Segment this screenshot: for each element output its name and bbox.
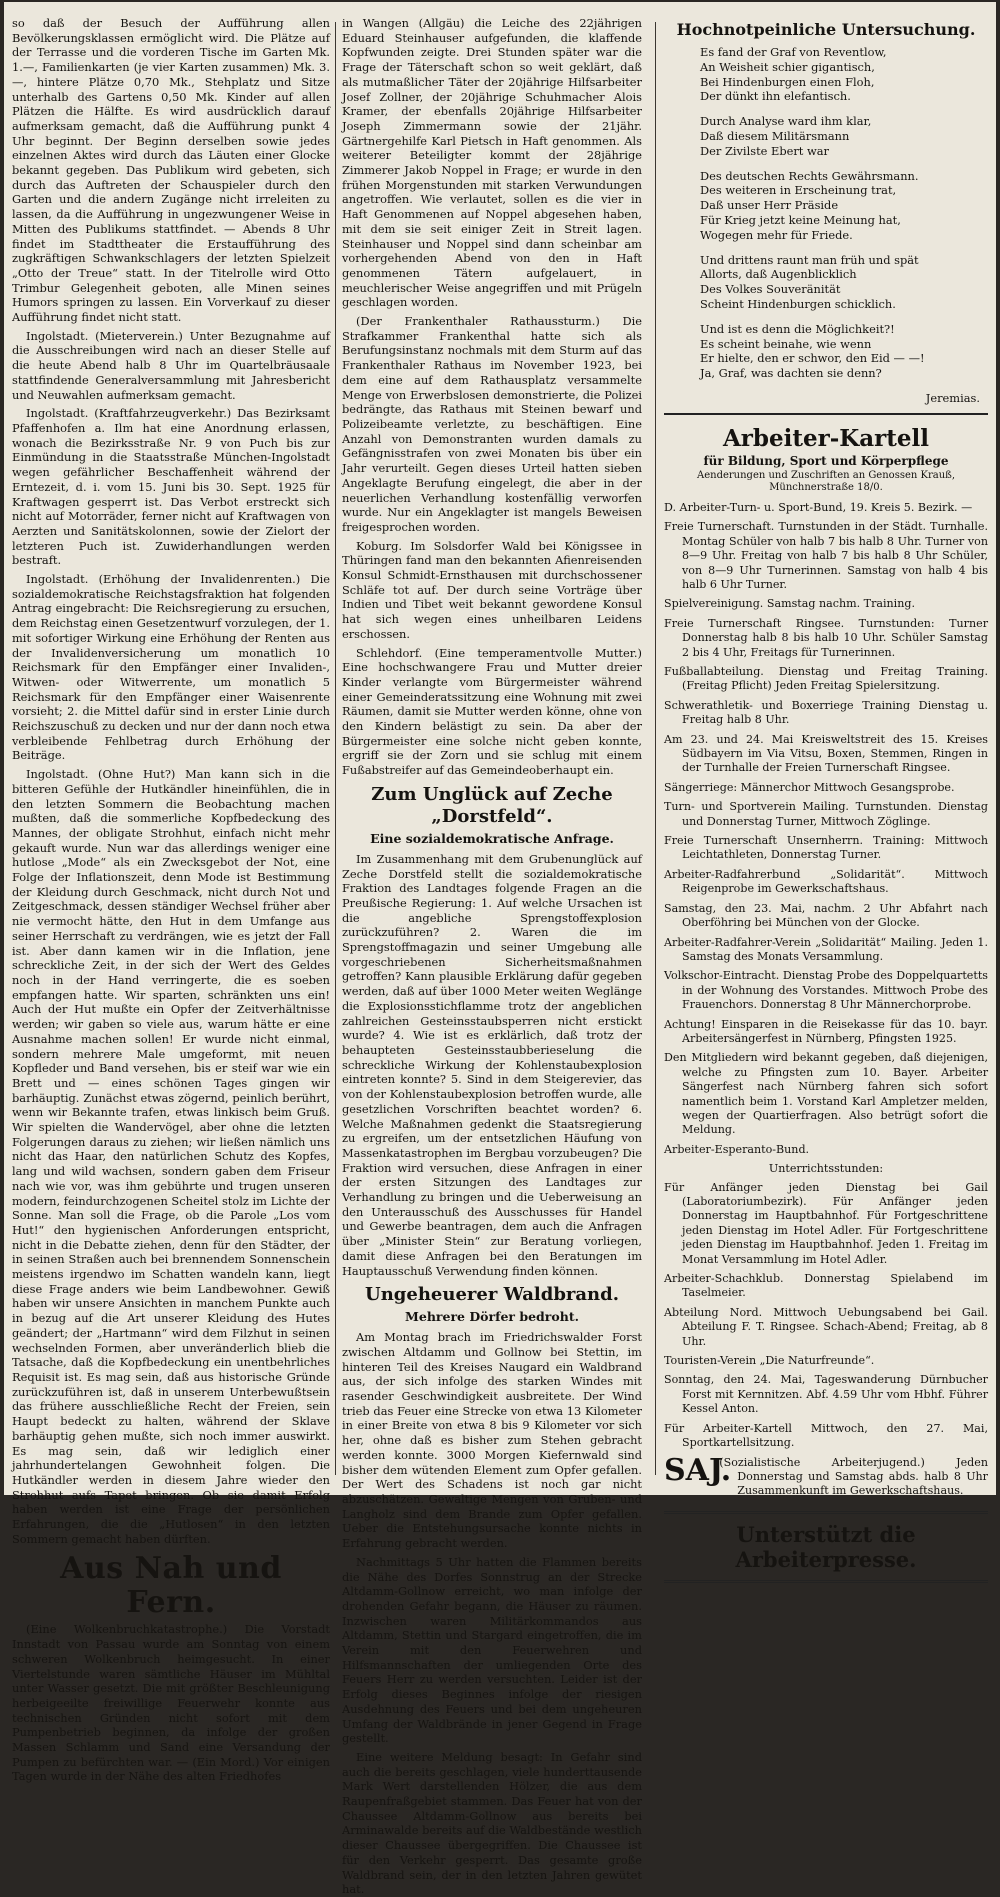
- poem-line: Allorts, daß Augenblicklich: [700, 267, 857, 282]
- kartell-entry: Sonntag, den 24. Mai, Tageswanderung Dürnbucher Forst mit Kernnitzen. Abf. 4.59 Uhr vom Hbhf. Führer Kessel Anton.: [664, 1373, 988, 1416]
- festival-paragraph: so daß der Besuch der Aufführung allen Bevölkerungsklassen ermöglicht wird. Die Plätze auf der Terrasse und die vorderen Tische im Garten Mk. 1.—, Familienkarten (je vier Karten zusammen) Mk. 3.—, hintere Plätze 0,70 Mk., Stehplatz und Sitze unterhalb des Gartens 0,50 Mk. Kinder auf allen Plätzen die Hälfte. Es wird ausdrücklich darauf aufmerksam gemacht, daß die Aufführung punkt 4 Uhr beginnt. Der Beginn derselben sowie jedes einzelnen Aktes wird durch das Läuten einer Glocke bekannt gegeben. Das Publikum wird gebeten, sich durch das Auftreten der Schauspieler durch den Garten und die andern Zugänge nicht irreleiten zu lassen, da die Aufführung in ungezwungener Weise in Mitten des Publikums stattfindet. — Abends 8 Uhr findet im Stadttheater die Erstaufführung des zugkräftigen Schwankschlagers der letzten Spielzeit „Otto der Treue“ statt. In der Titelrolle wird Otto Trimbur Gelegenheit geboten, alle Minen seines Humors springen zu lassen. Ein Vorverkauf zu dieser Aufführung findet nicht statt.: [12, 16, 330, 325]
- kartell-subheading: Unterrichtsstunden:: [768, 1162, 884, 1176]
- kartell-entry: Sängerriege: Männerchor Mittwoch Gesangsprobe.: [664, 780, 955, 794]
- kartell-entry: Freie Turnerschaft Unsernherrn. Training: Mittwoch Leichtathleten, Donnerstag Turner.: [664, 834, 988, 862]
- kartell-entry: Turn- und Sportverein Mailing. Turnstunden. Dienstag und Donnerstag Turner, Mittwoch Zöglinge.: [664, 800, 988, 828]
- kartell-entry: Spielvereinigung. Samstag nachm. Training.: [664, 597, 915, 611]
- article-wangen: in Wangen (Allgäu) die Leiche des 22jährigen Eduard Steinhauser aufgefunden, die klaffende Kopfwunden zeigte. Drei Stunden später war die Frage der Täterschaft schon so weit geklärt, daß als mutmaßlicher Täter der 20jährige Hilfsarbeiter Josef Zollner, der 20jährige Schuhmacher Alois Kramer, der ebenfalls 20jährige Hilfsarbeiter Joseph Zimmermann sowie der 21jähr. Gärtnergehilfe Karl Pietsch in Haft genommen. Als weiterer Beteiligter kommt der 28jährige Zimmerer Jakob Noppel in Frage; er wurde in den frühen Morgenstunden mit starken Verwundungen angetroffen. Wie verlautet, sollen es die vier in Haft Genommenen auf Noppel abgesehen haben, mit dem sie seit einiger Zeit in Streit lagen. Steinhauser und Noppel sind dann scheinbar am vorhergehenden Abend von den in Haft genommenen Tätern aufgelauert, in meuchlerischer Weise angegriffen und mit Prügeln geschlagen worden.: [342, 16, 642, 310]
- article-zeche-dorstfeld: Im Zusammenhang mit dem Grubenunglück auf Zeche Dorstfeld stellt die sozialdemokratische Fraktion des Landtages folgende Fragen an die Preußische Regierung: 1. Auf welche Ursachen ist die angebliche Sprengstoffexplosion zurückzuführen? 2. Waren die im Sprengstoffmagazin und seiner Umgebung alle vorgeschriebenen Sicherheitsmaßnahmen getroffen? Kann plausible Erklärung dafür gegeben werden, daß auf über 1000 Meter weiten Weglänge die Explosionsstichflamme trotz der angeblichen zahlreichen Gesteinsstaubsperren nicht erstickt wurde? 4. Wie ist es erklärlich, daß trotz der behaupteten Gesteinsstaubberieselung die schreckliche Wirkung der Kohlenstaubexplosion eintreten konnte? 5. Sind in dem Steigerevier, das von der Kohlenstaubexplosion betroffen wurde, alle gesetzlichen Vorschriften beachtet worden? 6. Welche Maßnahmen gedenkt die Staatsregierung zu ergreifen, um der entsetzlichen Häufung von Massenkatastrophen im Bergbau vorzubeugen? Die Fraktion wird versuchen, diese Anfragen in einer der ersten Sitzungen des Landtages zur Verhandlung zu bringen und die Ueberweisung an den Unterausschuß des Ausschusses für Handel und Gewerbe beantragen, dem auch die Anfragen über „Minister Stein“ zur Beratung vorliegen, damit diese Anfragen bei den Beratungen im Hauptausschuß Verwendung finden können.: [342, 851, 642, 1278]
- kartell-note: Aenderungen und Zuschriften an Genossen Krauß, Münchnerstraße 18/0.: [696, 469, 956, 494]
- poem-line: Durch Analyse ward ihm klar,: [700, 114, 872, 129]
- kartell-entry: Den Mitgliedern wird bekannt gegeben, daß diejenigen, welche zu Pfingsten zum 10. Bayer. Arbeiter Sängerfest nach Nürnberg fahren sich sofort namentlich beim 1. Vorstand Karl Ampletzer melden, wegen der Quartierfragen. Also betrügt sofort die Meldung.: [664, 1051, 988, 1137]
- kartell-entry: Für Anfänger jeden Dienstag bei Gail (Laboratoriumbezirk). Für Anfänger jeden Donnerstag im Hauptbahnhof. Für Fortgeschrittene jeden Dienstag im Hotel Adler. Für Fortgeschrittene jeden Dienstag im Hauptbahnhof. Jeden 1. Freitag im Monat Versammlung im Hotel Adler.: [664, 1180, 988, 1266]
- kartell-entry: Arbeiter-Schachklub. Donnerstag Spielabend im Taselmeier.: [664, 1272, 988, 1300]
- poem-line: Bei Hindenburgen einen Floh,: [700, 74, 875, 89]
- column-divider: [655, 22, 656, 1475]
- article-frankenthal: (Der Frankenthaler Rathaussturm.) Die Strafkammer Frankenthal hatte sich als Berufungsinstanz nochmals mit dem Sturm auf das Frankenthaler Rathaus im November 1923, bei dem eine auf dem Rathausplatz versammelte Menge von Erwerbslosen demonstrierte, die Polizei bedrängte, das Rathaus mit Steinen bewarf und Polizeibeamte verletzte, zu beschäftigen. Eine Anzahl von Demonstranten wurden damals zu Gefängnisstrafen von zwei Monaten bis über ein Jahr verurteilt. Gegen dieses Urteil hatten sieben Angeklagte Berufung eingelegt, die aber in der neuerlichen Verhandlung kostenfällig verworfen wurde. Nur ein Angeklagter ist mangels Beweisen freigesprochen worden.: [342, 314, 642, 534]
- column-left: [12, 16, 330, 1784]
- article-kraftfahrzeugverkehr: Ingolstadt. (Kraftfahrzeugverkehr.) Das Bezirksamt Pfaffenhofen a. Ilm hat eine Anordnung erlassen, wonach die Bezirksstraße Nr. 9 von Puch bis zur Einmündung in die Staatsstraße München-Ingolstadt wegen gefährlicher Beschaffenheit während der Erntezeit, d. i. vom 15. Juni bis 30. Sept. 1925 für Kraftwagen gesperrt ist. Das Verbot erstreckt sich nicht auf Motorräder, ferner nicht auf Kraftwagen von Aerzten und Sanitätskolonnen, sowie der Zielort der letzteren Puch ist. Zuwiderhandlungen werden bestraft.: [12, 406, 330, 568]
- newspaper-page: [4, 2, 996, 1897]
- poem-stanza: [700, 322, 988, 381]
- poem-stanza: [700, 253, 988, 312]
- poem-line: Der dünkt ihn elefantisch.: [700, 89, 851, 104]
- kartell-entry: Samstag, den 23. Mai, nachm. 2 Uhr Abfahrt nach Oberföhring bei München von der Glocke.: [664, 901, 988, 930]
- kartell-entry: Achtung! Einsparen in die Reisekasse für das 10. bayr. Arbeitersängerfest in Nürnberg, Pfingsten 1925.: [664, 1017, 988, 1045]
- section-divider: [664, 413, 988, 415]
- kartell-entry: Volkschor-Eintracht. Dienstag Probe des Doppelquartetts in der Wohnung des Vorstandes. Mittwoch Probe des Frauenchors. Donnerstag 8 Uhr Männerchorprobe.: [664, 969, 988, 1012]
- kartell-entry: Arbeiter-Esperanto-Bund.: [664, 1142, 810, 1156]
- subheadline-doerfer: Mehrere Dörfer bedroht.: [405, 1309, 579, 1325]
- poem-line: Des weiteren in Erscheinung trat,: [700, 183, 897, 198]
- poem-line: Des Volkes Souveränität: [700, 282, 841, 297]
- column-right: [664, 16, 988, 1572]
- kartell-entry: Touristen-Verein „Die Naturfreunde“.: [664, 1354, 875, 1368]
- poem-line: Des deutschen Rechts Gewährsmann.: [700, 168, 919, 183]
- poem-line: Und drittens raunt man früh und spät: [700, 252, 919, 267]
- poem-line: Es scheint beinahe, wie wenn: [700, 336, 872, 351]
- kartell-entry: Schwerathletik- und Boxerriege Training Dienstag u. Freitag halb 8 Uhr.: [664, 698, 988, 727]
- poem-title: Hochnotpeinliche Untersuchung.: [676, 20, 976, 39]
- poem-line: An Weisheit schier gigantisch,: [700, 59, 875, 74]
- poem-line: Und ist es denn die Möglichkeit?!: [700, 321, 895, 336]
- kartell-entry: Fußballabteilung. Dienstag und Freitag Training. (Freitag Pflicht) Jeden Freitag Spielersitzung.: [664, 665, 988, 693]
- poem-stanza: [700, 114, 988, 158]
- poem-line: Scheint Hindenburgen schicklich.: [700, 296, 896, 311]
- kartell-entry-saj: [664, 1452, 988, 1499]
- kartell-entry: Freie Turnerschaft. Turnstunden in der Städt. Turnhalle. Montag Schüler von halb 7 bis halb 8 Uhr. Turner von 8—9 Uhr. Freitag von halb 7 bis halb 8 Uhr Schüler, von 8—9 Uhr Turnerinnen. Samstag von halb 4 bis halb 6 Uhr Turner.: [664, 520, 988, 591]
- column-middle: [342, 16, 642, 1897]
- headline-zeche-dorstfeld: Zum Unglück auf Zeche „Dorstfeld“.: [371, 783, 613, 827]
- poem-line: Daß unser Herr Präside: [700, 198, 839, 213]
- subheadline-anfrage: Eine sozialdemokratische Anfrage.: [370, 830, 614, 846]
- article-mieterverein: Ingolstadt. (Mieterverein.) Unter Bezugnahme auf die Ausschreibungen wird nach an dieser Stelle auf die heute Abend halb 8 Uhr im Quartelbräusaale stattfindende Generalversammlung mit Jahresbericht und Neuwahlen aufmerksam gemacht.: [12, 328, 330, 402]
- article-invalidenrenten: Ingolstadt. (Erhöhung der Invalidenrenten.) Die sozialdemokratische Reichstagsfraktion hat folgenden Antrag eingebracht: Die Reichsregierung zu ersuchen, dem Reichstag einen Gesetzentwurf vorzulegen, der 1. mit sofortiger Wirkung eine Erhöhung der Renten aus der Invalidenversicherung um monatlich 10 Reichsmark für den Empfänger einer Invaliden-, Witwen- oder Witwerrente, um monatlich 5 Reichsmark für den Empfänger einer Waisenrente vorsieht; 2. die Mittel dafür sind in erster Linie durch Reichszuschuß zu decken und nur der dann noch etwa verbleibende Fehlbetrag durch Erhöhung der Beiträge.: [12, 572, 330, 763]
- poem-signature: Jeremias.: [925, 390, 980, 405]
- article-koburg: Koburg. Im Solsdorfer Wald bei Königssee in Thüringen fand man den bekannten Afienreisenden Konsul Schmidt-Ernsthausen mit durchschossener Schläfe tot auf. Der durch seine Vorträge über Indien und Tibet weit bekannt gewordene Konsul hat sich wegen eines unheilbaren Leidens erschossen.: [342, 538, 642, 641]
- section-title-aus-nah-und-fern: Aus Nah und Fern.: [60, 1551, 282, 1621]
- poem-line: Ja, Graf, was dachten sie denn?: [700, 366, 882, 381]
- banner-arbeiterpresse: Unterstützt die Arbeiterpresse.: [664, 1511, 988, 1583]
- saj-mark: SAJ.: [664, 1452, 732, 1488]
- kartell-subtitle: für Bildung, Sport und Körperpflege: [703, 453, 949, 468]
- kartell-entry: Freie Turnerschaft Ringsee. Turnstunden: Turner Donnerstag halb 8 bis halb 10 Uhr. Schüler Samstag 2 bis 4 Uhr, Freitags für Turnerinnen.: [664, 616, 988, 659]
- kartell-entry: Am 23. und 24. Mai Kreisweltstreit des 15. Kreises Südbayern im Via Vitsu, Boxen, Stemmen, Ringen in der Turnhalle der Freien Turnerschaft Ringsee.: [664, 732, 988, 775]
- poem-line: Er hielte, den er schwor, den Eid — —!: [700, 351, 925, 366]
- article-schlehdorf: Schlehdorf. (Eine temperamentvolle Mutter.) Eine hochschwangere Frau und Mutter dreier Kinder verlangte vom Bürgermeister während einer Gemeinderatssitzung eine Wohnung mit zwei Räumen, damit sie Mutter werden könne, ohne von den Kindern belästigt zu sein. Da aber der Bürgermeister eine solche nicht geben konnte, ergriff sie der Zorn und sie schlug mit einem Fußabstreifer auf das Gemeindeoberhaupt ein.: [342, 645, 642, 778]
- column-divider: [335, 22, 336, 1475]
- article-ohne-hut: Ingolstadt. (Ohne Hut?) Man kann sich in die bitteren Gefühle der Hutkändler hineinfühlen, die in den letzten Sommern die Beobachtung machen mußten, daß die sommerliche Kopfbedeckung des Mannes, der obligate Strohhut, einfach nicht mehr gekauft wurde. Nun war das allerdings weniger eine hutlose „Mode“ als ein Zwecksgebot der Not, eine Folge der Inflationszeit, denn Mode ist Bestimmung der Kleidung durch Geschmack, nicht durch Not und Zeitgeschmack, dessen ständiger Wechsel früher aber nie vermocht hätte, den Hut in dem Umfange aus seiner Herrschaft zu verdrängen, wie es jetzt der Fall ist. Aber dann kamen wir in die Inflation, jene schreckliche Zeit, in der sich der Wert des Geldes noch in der Hand verringerte, die es soeben empfangen hatte. Wir sparten, schränkten uns ein! Auch der Hut mußte ein Opfer der Zeitverhältnisse werden; wir gaben so viele aus, warum hätte er eine Ausnahme machen sollen! Er wurde nicht einmal, sondern mehrere Male umgeformt, mit neuen Kopfleder und Band versehen, bis er steif war wie ein Brett und — eines schönen Tages gingen wir barhäuptig. Zunächst etwas zögernd, peinlich berührt, wenn wir Bekannte trafen, etwas linkisch beim Gruß. Wir spielten die Wandervögel, aber ohne die letzten Folgerungen daraus zu ziehen; wir ließen nämlich uns nicht das Haar, den natürlichen Schutz des Kopfes, lang und wild wachsen, sondern gaben dem Friseur nach wie vor, was ihm gebührte und trugen unseren modern, feindurchzogenen Scheitel stolz im Lichte der Sonne. Man soll die Frage, ob die Parole „Los vom Hut!“ den hygienischen Anforderungen entspricht, nicht in die Debatte ziehen, denn für den Städter, der in seinen Straßen auch bei brennendem Sonnenschein meistens irgendwo im Schatten wandeln kann, liegt diese Frage anders wie beim Landbewohner. Gewiß haben wir unsere Ansichten in manchem Punkte auch in bezug auf die Art unserer Kleidung des Hutes geändert; der „Hartmann“ wird dem Filzhut in seinen wechselnden Formen, aber unveränderlich blieb die Tatsache, daß die Kopfbedeckung ein unentbehrliches Requisit ist. Es mag sein, daß aus historische Gründe zurückzuführen ist, daß in unserem Unterbewußtsein das frühere ausschließliche Recht der Freien, sein Haupt bedeckt zu halten, während der Sklave barhäuptig gehen mußte, sich noch immer auswirkt. Es mag sein, daß wir lediglich einer jahrhundertelangen Gewohnheit folgen. Die Hutkändler werden in diesem Jahre wieder den Strohhut aufs Tapet bringen. Ob sie damit Erfolg haben werden ist eine Frage der persönlichen Erfahrungen, die die „Hutlosen“ in den letzten Sommern gemacht haben dürften.: [12, 767, 330, 1546]
- article-waldbrand-1: Am Montag brach im Friedrichswalder Forst zwischen Altdamm und Gollnow bei Stettin, im hinteren Teil des Kreises Naugard ein Waldbrand aus, der sich infolge des starken Windes mit rasender Geschwindigkeit ausbreitete. Der Wind trieb das Feuer eine Strecke von etwa 13 Kilometer in einer Breite von etwa 8 bis 9 Kilometer vor sich her, ohne daß es bisher zum Stehen gebracht werden konnte. 3000 Morgen Kiefernwald sind bisher dem wütenden Element zum Opfer gefallen. Der Wert des Schadens ist noch gar nicht abzuschätzen. Gewaltige Mengen von Gruben- und Langholz sind dem Brande zum Opfer gefallen. Ueber die Entstehungsursache konnte nichts in Erfahrung gebracht werden.: [342, 1330, 642, 1551]
- poem-stanza: [700, 45, 988, 104]
- kartell-entry: Abteilung Nord. Mittwoch Uebungsabend bei Gail. Abteilung F. T. Ringsee. Schach-Abend; Freitag, ab 8 Uhr.: [664, 1305, 988, 1348]
- article-wolkenbruch: (Eine Wolkenbruchkatastrophe.) Die Vorstadt Innstadt von Passau wurde am Sonntag von einem schweren Wolkenbruch heimgesucht. In einer Viertelstunde waren sämtliche Häuser im Mühltal unter Wasser gesetzt. Die mit größter Beschleunigung herbeigeeilte freiwillige Feuerwehr konnte aus technischen Gründen nicht sofort mit dem Pumpenbetrieb beginnen, da infolge der großen Massen Schlamm und Sand eine Versandung der Pumpen zu befürchten war. — (Ein Mord.) Vor einigen Tagen wurde in der Nähe des alten Friedhofes: [12, 1622, 330, 1784]
- poem-line: Wogegen mehr für Friede.: [700, 227, 853, 242]
- article-waldbrand-2: Nachmittags 5 Uhr hatten die Flammen bereits die Nähe des Dorfes Sonnstrug an der Strecke Altdamm-Gollnow erreicht, wo man infolge der drohenden Gefahr begann, die Häuser zu räumen. Inzwischen waren Militärkommandos aus Altdamm, Stettin und Stargard eingetroffen, die im Verein mit den Feuerwehren und Hilfsmannschaften der umliegenden Orte des Feuers Herr zu werden versuchten. Leider ist der Erfolg dieses Beginnes infolge der riesigen Ausdehnung des Feuers und bei dem ungeheuren Umfang der Waldbrände in jener Gegend in Frage gestellt.: [342, 1554, 642, 1746]
- kartell-entry: Für Arbeiter-Kartell Mittwoch, den 27. Mai, Sportkartellsitzung.: [664, 1421, 988, 1450]
- poem-line: Der Zivilste Ebert war: [700, 143, 829, 158]
- kartell-entry: Arbeiter-Radfahrer-Verein „Solidarität“ Mailing. Jeden 1. Samstag des Monats Versammlung.: [664, 935, 988, 963]
- saj-text: (Sozialistische Arbeiterjugend.) Jeden Donnerstag und Samstag abds. halb 8 Uhr Zusammenkunft im Gewerkschaftshaus.: [719, 1455, 988, 1498]
- poem-line: Es fand der Graf von Reventlow,: [700, 45, 887, 59]
- article-waldbrand-3: Eine weitere Meldung besagt: In Gefahr sind auch die bereits geschlagen, viele hunderttausende Mark Wert darstellenden Hölzer, die aus dem Raupenfraßgebiet stammen. Das Feuer hat von der Chaussee Altdamm-Gollnow aus bereits bei Arminawalde bereits auf die Waldbestände westlich dieser Chaussee übergegriffen. Die Chaussee ist für den Verkehr gesperrt. Das gesamte große Waldbrand sein, der in den letzten Jahren gewütet hat.: [342, 1749, 642, 1897]
- poem-line: Daß diesem Militärsmann: [700, 128, 850, 143]
- poem-line: Für Krieg jetzt keine Meinung hat,: [700, 212, 901, 227]
- headline-waldbrand: Ungeheuerer Waldbrand.: [365, 1284, 619, 1306]
- kartell-entry: D. Arbeiter-Turn- u. Sport-Bund, 19. Kreis 5. Bezirk. —: [664, 500, 973, 514]
- poem-stanza: [700, 169, 988, 243]
- kartell-entry: Arbeiter-Radfahrerbund „Solidarität“. Mittwoch Reigenprobe im Gewerkschaftshaus.: [664, 867, 988, 896]
- kartell-title: Arbeiter-Kartell: [722, 424, 930, 452]
